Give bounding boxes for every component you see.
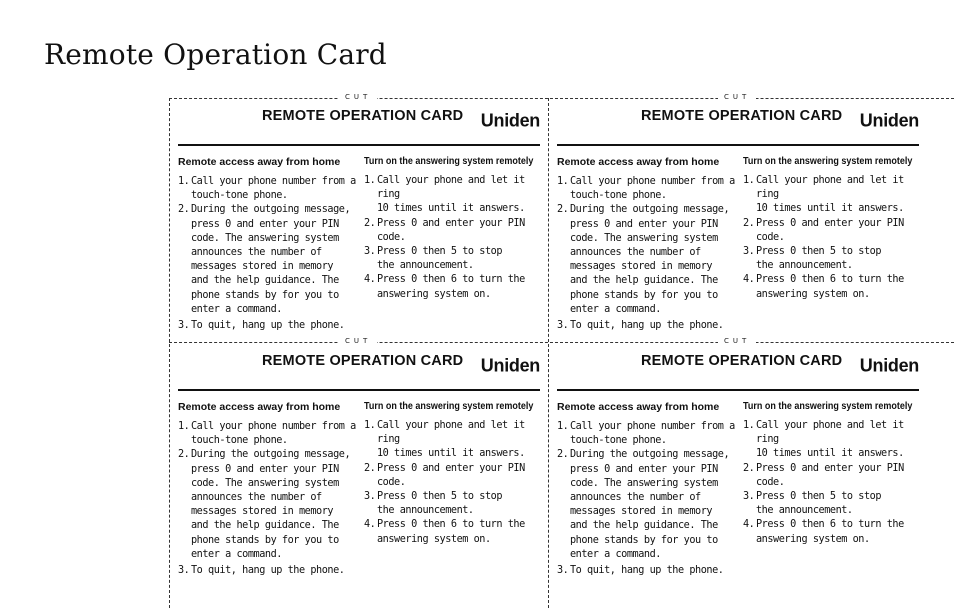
step-number: 3. [557, 565, 569, 577]
step-number: 1. [743, 175, 755, 186]
step-text: To quit, hang up the phone. [570, 320, 724, 332]
remote-access-section [178, 401, 358, 578]
steps-list [557, 420, 737, 578]
step-text: Call your phone and let it ring 10 times until it answers. [377, 175, 525, 215]
remote-access-section [178, 156, 358, 333]
remote-operation-card [178, 343, 540, 577]
step-number: 1. [557, 421, 569, 432]
step-item [743, 273, 919, 301]
step-item [364, 419, 540, 462]
step-item [364, 273, 540, 301]
step-text: To quit, hang up the phone. [191, 565, 345, 577]
step-item [364, 217, 540, 245]
step-item [178, 448, 358, 562]
step-text: Press 0 then 5 to stop the announcement. [377, 246, 503, 272]
step-item [743, 518, 919, 546]
step-item [364, 518, 540, 546]
step-number: 3. [178, 565, 190, 577]
step-number: 2. [364, 462, 376, 474]
remote-access-section [557, 401, 737, 578]
step-text: Press 0 then 6 to turn the answering system on. [756, 519, 904, 545]
remote-access-section [557, 156, 737, 333]
step-number: 1. [364, 420, 376, 431]
step-text: Press 0 and enter your PIN code. [756, 217, 904, 243]
steps-list [743, 419, 919, 547]
step-text: Press 0 then 6 to turn the answering system on. [756, 274, 904, 300]
step-text: Call your phone number from a touch-tone phone. [191, 176, 356, 202]
section-heading: Turn on the answering system remotely [743, 401, 913, 412]
uniden-logo: Uniden [859, 109, 919, 131]
card-header [178, 98, 540, 146]
step-text: During the outgoing message, press 0 and enter your PIN code. The answering system announces the number of messages stored in memory and the help guidance. The phone stands by for you to enter a command. [570, 204, 730, 315]
answering-system-section [743, 156, 919, 302]
step-text: Press 0 then 5 to stop the announcement. [756, 491, 882, 517]
card-header [557, 98, 919, 146]
step-number: 3. [364, 491, 376, 503]
step-item [557, 448, 737, 562]
step-number: 2. [557, 204, 569, 216]
step-number: 2. [743, 217, 755, 229]
section-heading: Remote access away from home [557, 156, 720, 168]
step-number: 3. [557, 320, 569, 332]
step-item [743, 462, 919, 490]
step-item [178, 175, 358, 203]
cut-line-left [169, 98, 170, 608]
step-item [743, 419, 919, 462]
step-text: To quit, hang up the phone. [191, 320, 345, 332]
step-number: 4. [364, 519, 376, 531]
step-number: 1. [178, 421, 190, 432]
step-text: Press 0 and enter your PIN code. [377, 217, 525, 243]
step-text: During the outgoing message, press 0 and enter your PIN code. The answering system announces the number of messages stored in memory and the help guidance. The phone stands by for you to enter a command. [570, 449, 730, 560]
step-item [364, 462, 540, 490]
card-title: REMOTE OPERATION CARD [262, 353, 464, 369]
uniden-logo: Uniden [480, 354, 540, 376]
card-header [178, 343, 540, 391]
step-number: 3. [364, 246, 376, 258]
step-number: 3. [178, 320, 190, 332]
steps-list [557, 175, 737, 333]
cut-label: CUT [339, 93, 377, 101]
step-item [557, 175, 737, 203]
step-item [557, 564, 737, 578]
step-text: To quit, hang up the phone. [570, 565, 724, 577]
cut-line-middle [548, 98, 549, 608]
section-heading: Turn on the answering system remotely [743, 156, 913, 167]
step-text: During the outgoing message, press 0 and enter your PIN code. The answering system announces the number of messages stored in memory and the help guidance. The phone stands by for you to enter a command. [191, 204, 351, 315]
step-item [178, 564, 358, 578]
step-text: Call your phone number from a touch-tone phone. [191, 421, 356, 447]
step-text: Call your phone and let it ring 10 times until it answers. [377, 420, 525, 460]
step-item [364, 174, 540, 217]
card-title: REMOTE OPERATION CARD [262, 108, 464, 124]
step-text: Call your phone and let it ring 10 times until it answers. [756, 175, 904, 215]
remote-operation-card [557, 343, 919, 577]
step-item [743, 174, 919, 217]
section-heading: Remote access away from home [557, 401, 720, 413]
step-item [557, 203, 737, 317]
section-heading: Turn on the answering system remotely [364, 401, 534, 412]
steps-list [178, 420, 358, 578]
answering-system-section [364, 156, 540, 302]
card-title: REMOTE OPERATION CARD [641, 108, 843, 124]
step-number: 2. [178, 449, 190, 461]
step-item [743, 490, 919, 518]
step-number: 4. [364, 274, 376, 286]
step-number: 3. [743, 491, 755, 503]
cut-label: CUT [718, 337, 756, 345]
step-text: Press 0 and enter your PIN code. [756, 462, 904, 488]
steps-list [364, 174, 540, 302]
step-number: 4. [743, 519, 755, 531]
section-heading: Turn on the answering system remotely [364, 156, 534, 167]
step-text: Press 0 then 6 to turn the answering system on. [377, 274, 525, 300]
step-number: 2. [364, 217, 376, 229]
step-text: Call your phone and let it ring 10 times until it answers. [756, 420, 904, 460]
answering-system-section [364, 401, 540, 547]
step-item [178, 319, 358, 333]
cut-label: CUT [718, 93, 756, 101]
step-text: Press 0 then 5 to stop the announcement. [756, 246, 882, 272]
step-text: During the outgoing message, press 0 and enter your PIN code. The answering system announces the number of messages stored in memory and the help guidance. The phone stands by for you to enter a command. [191, 449, 351, 560]
step-number: 4. [743, 274, 755, 286]
remote-operation-card [557, 98, 919, 332]
step-number: 2. [178, 204, 190, 216]
cut-label: CUT [339, 337, 377, 345]
step-text: Call your phone number from a touch-tone phone. [570, 421, 735, 447]
steps-list [364, 419, 540, 547]
step-number: 1. [743, 420, 755, 431]
remote-operation-card [178, 98, 540, 332]
step-text: Press 0 and enter your PIN code. [377, 462, 525, 488]
section-heading: Remote access away from home [178, 401, 341, 413]
step-number: 1. [557, 176, 569, 187]
answering-system-section [743, 401, 919, 547]
uniden-logo: Uniden [859, 354, 919, 376]
section-heading: Remote access away from home [178, 156, 341, 168]
step-item [743, 217, 919, 245]
step-item [364, 490, 540, 518]
step-text: Press 0 then 6 to turn the answering system on. [377, 519, 525, 545]
step-item [743, 245, 919, 273]
card-title: REMOTE OPERATION CARD [641, 353, 843, 369]
steps-list [178, 175, 358, 333]
step-number: 1. [178, 176, 190, 187]
uniden-logo: Uniden [480, 109, 540, 131]
step-number: 1. [364, 175, 376, 186]
step-number: 2. [743, 462, 755, 474]
step-item [178, 420, 358, 448]
steps-list [743, 174, 919, 302]
card-header [557, 343, 919, 391]
step-number: 2. [557, 449, 569, 461]
page-title: Remote Operation Card [44, 38, 387, 71]
step-text: Press 0 then 5 to stop the announcement. [377, 491, 503, 517]
step-item [364, 245, 540, 273]
step-item [557, 420, 737, 448]
step-item [557, 319, 737, 333]
step-number: 3. [743, 246, 755, 258]
step-text: Call your phone number from a touch-tone phone. [570, 176, 735, 202]
step-item [178, 203, 358, 317]
